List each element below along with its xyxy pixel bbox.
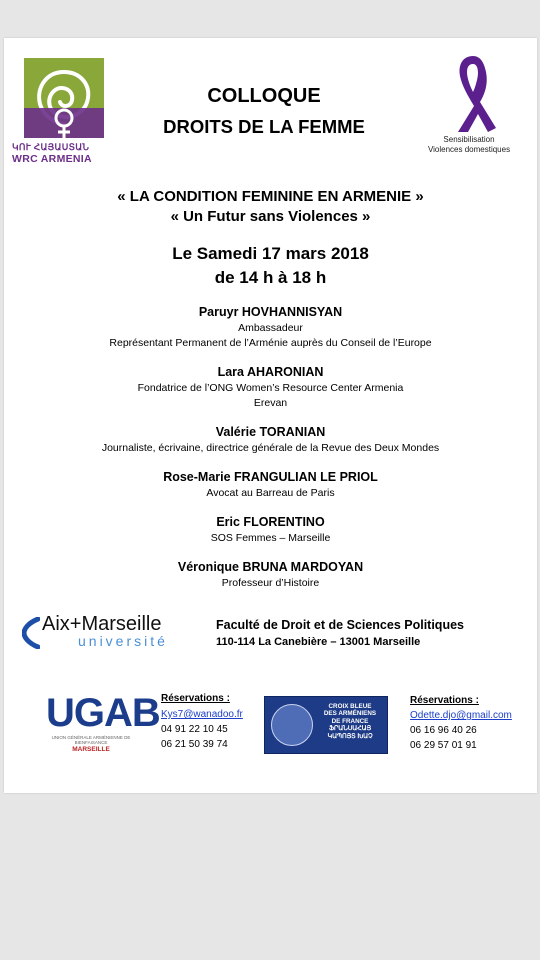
amu-name: Aix+Marseille: [42, 613, 162, 635]
ugab-logo: UGAB: [46, 691, 160, 735]
croix-bleue-line: ՖՐԱՆՍԱՀԱՅ: [328, 725, 372, 733]
speaker-name: Valérie TORANIAN: [215, 425, 326, 439]
croix-bleue-emblem-icon: [271, 704, 313, 746]
speaker-role: Professeur d’Histoire: [221, 577, 320, 589]
theme-line-2: « Un Futur sans Violences »: [170, 208, 371, 225]
croix-bleue-logo: [264, 696, 388, 754]
speaker-role: Avocat au Barreau de Paris: [206, 487, 335, 499]
reservations-left-email[interactable]: Kys7@wanadoo.fr: [161, 709, 243, 720]
speaker-role: Fondatrice de l’ONG Women’s Resource Center Armenia: [137, 382, 404, 394]
reservations-right-email[interactable]: Odette.djo@gmail.com: [410, 710, 512, 721]
event-date: Le Samedi 17 mars 2018: [172, 244, 369, 263]
reservations-right-phone: 06 16 96 40 26: [410, 725, 477, 736]
speaker-name: Véronique BRUNA MARDOYAN: [177, 560, 364, 574]
reservations-left-phone: 04 91 22 10 45: [161, 724, 228, 735]
reservations-right-title: Réservations :: [410, 695, 479, 706]
ribbon-caption-2: Violences domestiques: [427, 145, 511, 154]
venue-name: Faculté de Droit et de Sciences Politiques: [216, 618, 464, 632]
flyer-page: [4, 38, 537, 793]
reservations-right-phone: 06 29 57 01 91: [410, 740, 477, 751]
croix-bleue-line: ԿԱՊՈՅՏ ԽԱՉ: [327, 732, 373, 740]
reservations-left-phone: 06 21 50 39 74: [161, 739, 228, 750]
page-title: COLLOQUE: [207, 85, 321, 107]
speaker-name: Eric FLORENTINO: [216, 515, 325, 529]
wrc-armenian-text: ԿՈՒ ՀԱՅԱՍՏԱՆ: [12, 142, 90, 152]
amu-universite: université: [78, 633, 168, 649]
wrc-label: WRC ARMENIA: [12, 153, 92, 165]
awareness-ribbon-icon: [448, 52, 498, 134]
speaker-name: Paruyr HOVHANNISYAN: [198, 305, 343, 319]
ribbon-caption-1: Sensibilisation: [443, 135, 495, 144]
speaker-role: Représentant Permanent de l’Arménie auprès du Conseil de l’Europe: [109, 337, 432, 349]
event-time: de 14 h à 18 h: [214, 268, 327, 287]
ugab-city: MARSEILLE: [72, 746, 110, 753]
speaker-name: Rose-Marie FRANGULIAN LE PRIOL: [163, 470, 378, 484]
page-subtitle: DROITS DE LA FEMME: [163, 116, 365, 137]
croix-bleue-text: [315, 703, 385, 740]
croix-bleue-line: CROIX BLEUE: [328, 703, 372, 710]
theme-line-1: « LA CONDITION FEMININE EN ARMENIE »: [117, 188, 424, 205]
speaker-role: SOS Femmes – Marseille: [210, 532, 331, 544]
croix-bleue-line: DES ARMÉNIENS: [323, 710, 377, 718]
speaker-role: Journaliste, écrivaine, directrice générale de la Revue des Deux Mondes: [101, 442, 440, 454]
croix-bleue-line: DE FRANCE: [331, 717, 369, 725]
reservations-left-title: Réservations :: [161, 693, 230, 704]
aix-marseille-universite-logo: [22, 613, 212, 653]
speaker-role: Erevan: [253, 397, 288, 409]
speaker-role: Ambassadeur: [238, 322, 303, 334]
amu-bracket-icon: [22, 617, 40, 649]
ugab-subtitle: UNION GÉNÉRALE ARMÉNIENNE DE BIENFAISANCE: [51, 735, 131, 745]
speaker-name: Lara AHARONIAN: [217, 365, 324, 379]
venue-address: 110-114 La Canebière – 13001 Marseille: [216, 636, 421, 648]
